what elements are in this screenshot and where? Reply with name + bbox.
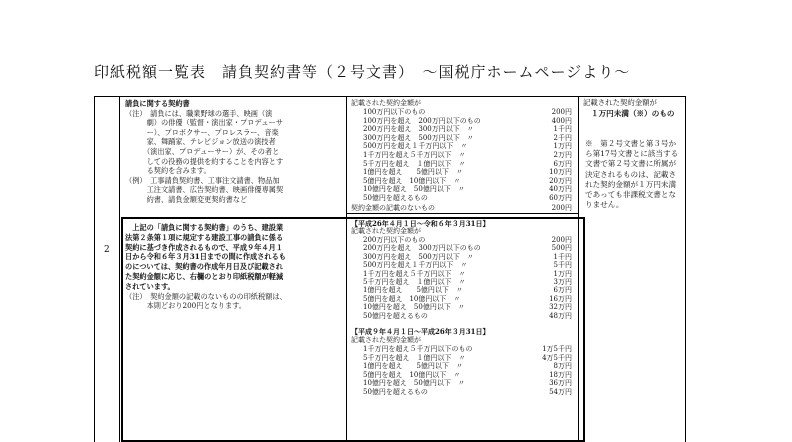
amount-value: 1万5千円: [542, 345, 572, 353]
amount-value: 16万円: [549, 294, 572, 303]
amount-label: 1億円を超え 5億円以下 〃: [363, 362, 463, 371]
period2-title: 【平成９年４月１日～平成26年３月31日】: [351, 327, 490, 336]
amount-label: 300万円を超え 500万円以下 〃: [363, 252, 474, 261]
description-line: 劇）の俳優（監督・演出家・プロデューサ: [125, 118, 283, 128]
amount-label: 10億円を超え 50億円以下 〃: [363, 303, 465, 312]
amount-header: 記載された契約金額が: [351, 227, 421, 235]
amount-value: 1千円: [553, 125, 572, 134]
description-line: 工注文請書、広告契約書、映画俳優専属契: [125, 185, 284, 195]
note-line: 法第２条第１項に規定する建設工事の請負に係る: [125, 232, 284, 242]
amount-label: 50億円を超えるもの: [363, 194, 428, 202]
amount-value: 10万円: [549, 168, 572, 177]
amount-label: 5千万円を超え １億円以下 〃: [363, 353, 466, 362]
description-line: る契約を含みます。: [125, 166, 211, 176]
amount-value: 400円: [551, 116, 572, 125]
amount-label: 契約金額の記載のないもの: [351, 204, 435, 212]
description-line: 約書、請負金額変更契約書など: [125, 195, 248, 204]
amount-label: 5千万円を超え １億円以下 〃: [363, 278, 466, 286]
description-line: （演出家、プロデューサー）が、その者と: [125, 147, 280, 156]
description-line: ー）、プロボクサー、プロレスラー、音楽: [125, 127, 279, 137]
amount-value: 54万円: [549, 388, 572, 396]
note-line: （注） 契約金額の記載のないものの印紙税額は、: [125, 291, 287, 301]
amount-value: 20万円: [549, 176, 572, 185]
amount-header: 記載された契約金額が: [351, 336, 421, 344]
description-line: （注） 請負には、職業野球の選手、映画（演: [125, 108, 273, 118]
tax-table: [94, 96, 686, 442]
nontaxable-line1: 記載された契約金額が: [583, 98, 657, 107]
amount-label: 50億円を超えるもの: [363, 388, 428, 396]
amount-label: 1億円を超え 5億円以下 〃: [363, 286, 463, 295]
nontaxable-line2: １万円未満（※）のもの: [591, 109, 675, 118]
amount-label: 100万円以下のもの: [363, 108, 426, 116]
amount-value: 60万円: [549, 194, 572, 202]
amount-value: 200円: [551, 204, 572, 212]
amount-label: 1千万円を超え５千万円以下のもの: [363, 345, 473, 353]
amount-label: 5億円を超え 10億円以下 〃: [363, 370, 461, 379]
nontaxable-note: ※ 第２号文書と第３号から第17号文書とに該当する文書で第２号文書に所属が決定されるものは、記載された契約金額が１万円未満であっても非課税文書となりません。: [585, 139, 679, 210]
amount-value: 2千円: [553, 133, 572, 142]
amount-value: 3万円: [553, 278, 572, 286]
amount-header: 記載された契約金額が: [351, 99, 421, 107]
amount-label: 500万円を超え１千万円以下 〃: [363, 261, 468, 270]
note-line: されています。: [125, 281, 175, 291]
column-divider: [119, 97, 120, 442]
amount-value: 4万5千円: [542, 353, 572, 362]
amount-label: 5億円を超え 10億円以下 〃: [363, 294, 461, 303]
amount-value: 200円: [551, 236, 572, 244]
note-line: のについては、契約書の作成年月日及び記載され: [125, 262, 283, 272]
amount-label: 200万円を超え 300万円以下 〃: [363, 125, 474, 134]
amount-value: 200円: [551, 108, 572, 116]
period1-title: 【平成26年４月１日～令和６年３月31日】: [351, 219, 490, 228]
amount-label: 5千万円を超え １億円以下 〃: [363, 159, 466, 168]
contract-heading: 請負に関する契約書: [125, 99, 190, 108]
description-line: しての役務の提供を約することを内容とす: [125, 156, 284, 166]
note-line: 本則どおり200円となります。: [125, 301, 246, 311]
amount-label: 200万円を超え 300万円以下のもの: [363, 244, 481, 253]
amount-value: 18万円: [549, 370, 572, 379]
amount-label: 1億円を超え 5億円以下 〃: [363, 168, 463, 177]
amount-value: 5千円: [553, 261, 572, 270]
note-line: た契約金額に応じ、右欄のとおり印紙税額が軽減: [125, 272, 284, 281]
amount-value: 1千円: [553, 252, 572, 261]
amount-value: 1万円: [553, 142, 572, 151]
amount-value: 500円: [551, 244, 572, 253]
note-line: 上記の「請負に関する契約書」のうち、建設業: [125, 223, 284, 232]
amount-label: 10億円を超え 50億円以下 〃: [363, 379, 465, 388]
description-line: （例） 工事請負契約書、工事注文請書、物品加: [125, 175, 280, 185]
amount-label: 200万円以下のもの: [363, 236, 426, 244]
amount-value: 1万円: [553, 269, 572, 278]
amount-label: 5億円を超え 10億円以下 〃: [363, 176, 461, 185]
amount-label: 500万円を超え１千万円以下 〃: [363, 142, 468, 151]
amount-value: 32万円: [549, 303, 572, 312]
page-title: 印紙税額一覧表 請負契約書等（２号文書） ～国税庁ホームページより～: [94, 63, 631, 81]
amount-label: 10億円を超え 50億円以下 〃: [363, 185, 465, 194]
amount-value: 48万円: [549, 311, 572, 320]
amount-value: 6万円: [553, 159, 572, 168]
amount-label: 50億円を超えるもの: [363, 311, 428, 320]
amount-value: 8万円: [553, 362, 572, 371]
amount-value: 40万円: [549, 185, 572, 194]
amount-label: 1千万円を超え５千万円以下 〃: [363, 269, 466, 278]
amount-value: 6万円: [553, 286, 572, 295]
note-line: 契約に基づき作成されるもので、平成９年４月１: [125, 242, 283, 252]
amount-value: 36万円: [549, 379, 572, 388]
note-line: 日から令和６年３月31日までの間に作成されるも: [125, 252, 286, 262]
amount-value: 2万円: [553, 151, 572, 159]
description-line: 家、舞踊家、テレビジョン放送の演技者: [125, 137, 276, 147]
section-divider: [346, 213, 578, 214]
amount-label: 300万円を超え 500万円以下 〃: [363, 133, 474, 142]
amount-label: 1千万円を超え５千万円以下 〃: [363, 151, 466, 159]
row-number: 2: [104, 245, 110, 255]
amount-label: 100万円を超え 200万円以下のもの: [363, 116, 481, 125]
